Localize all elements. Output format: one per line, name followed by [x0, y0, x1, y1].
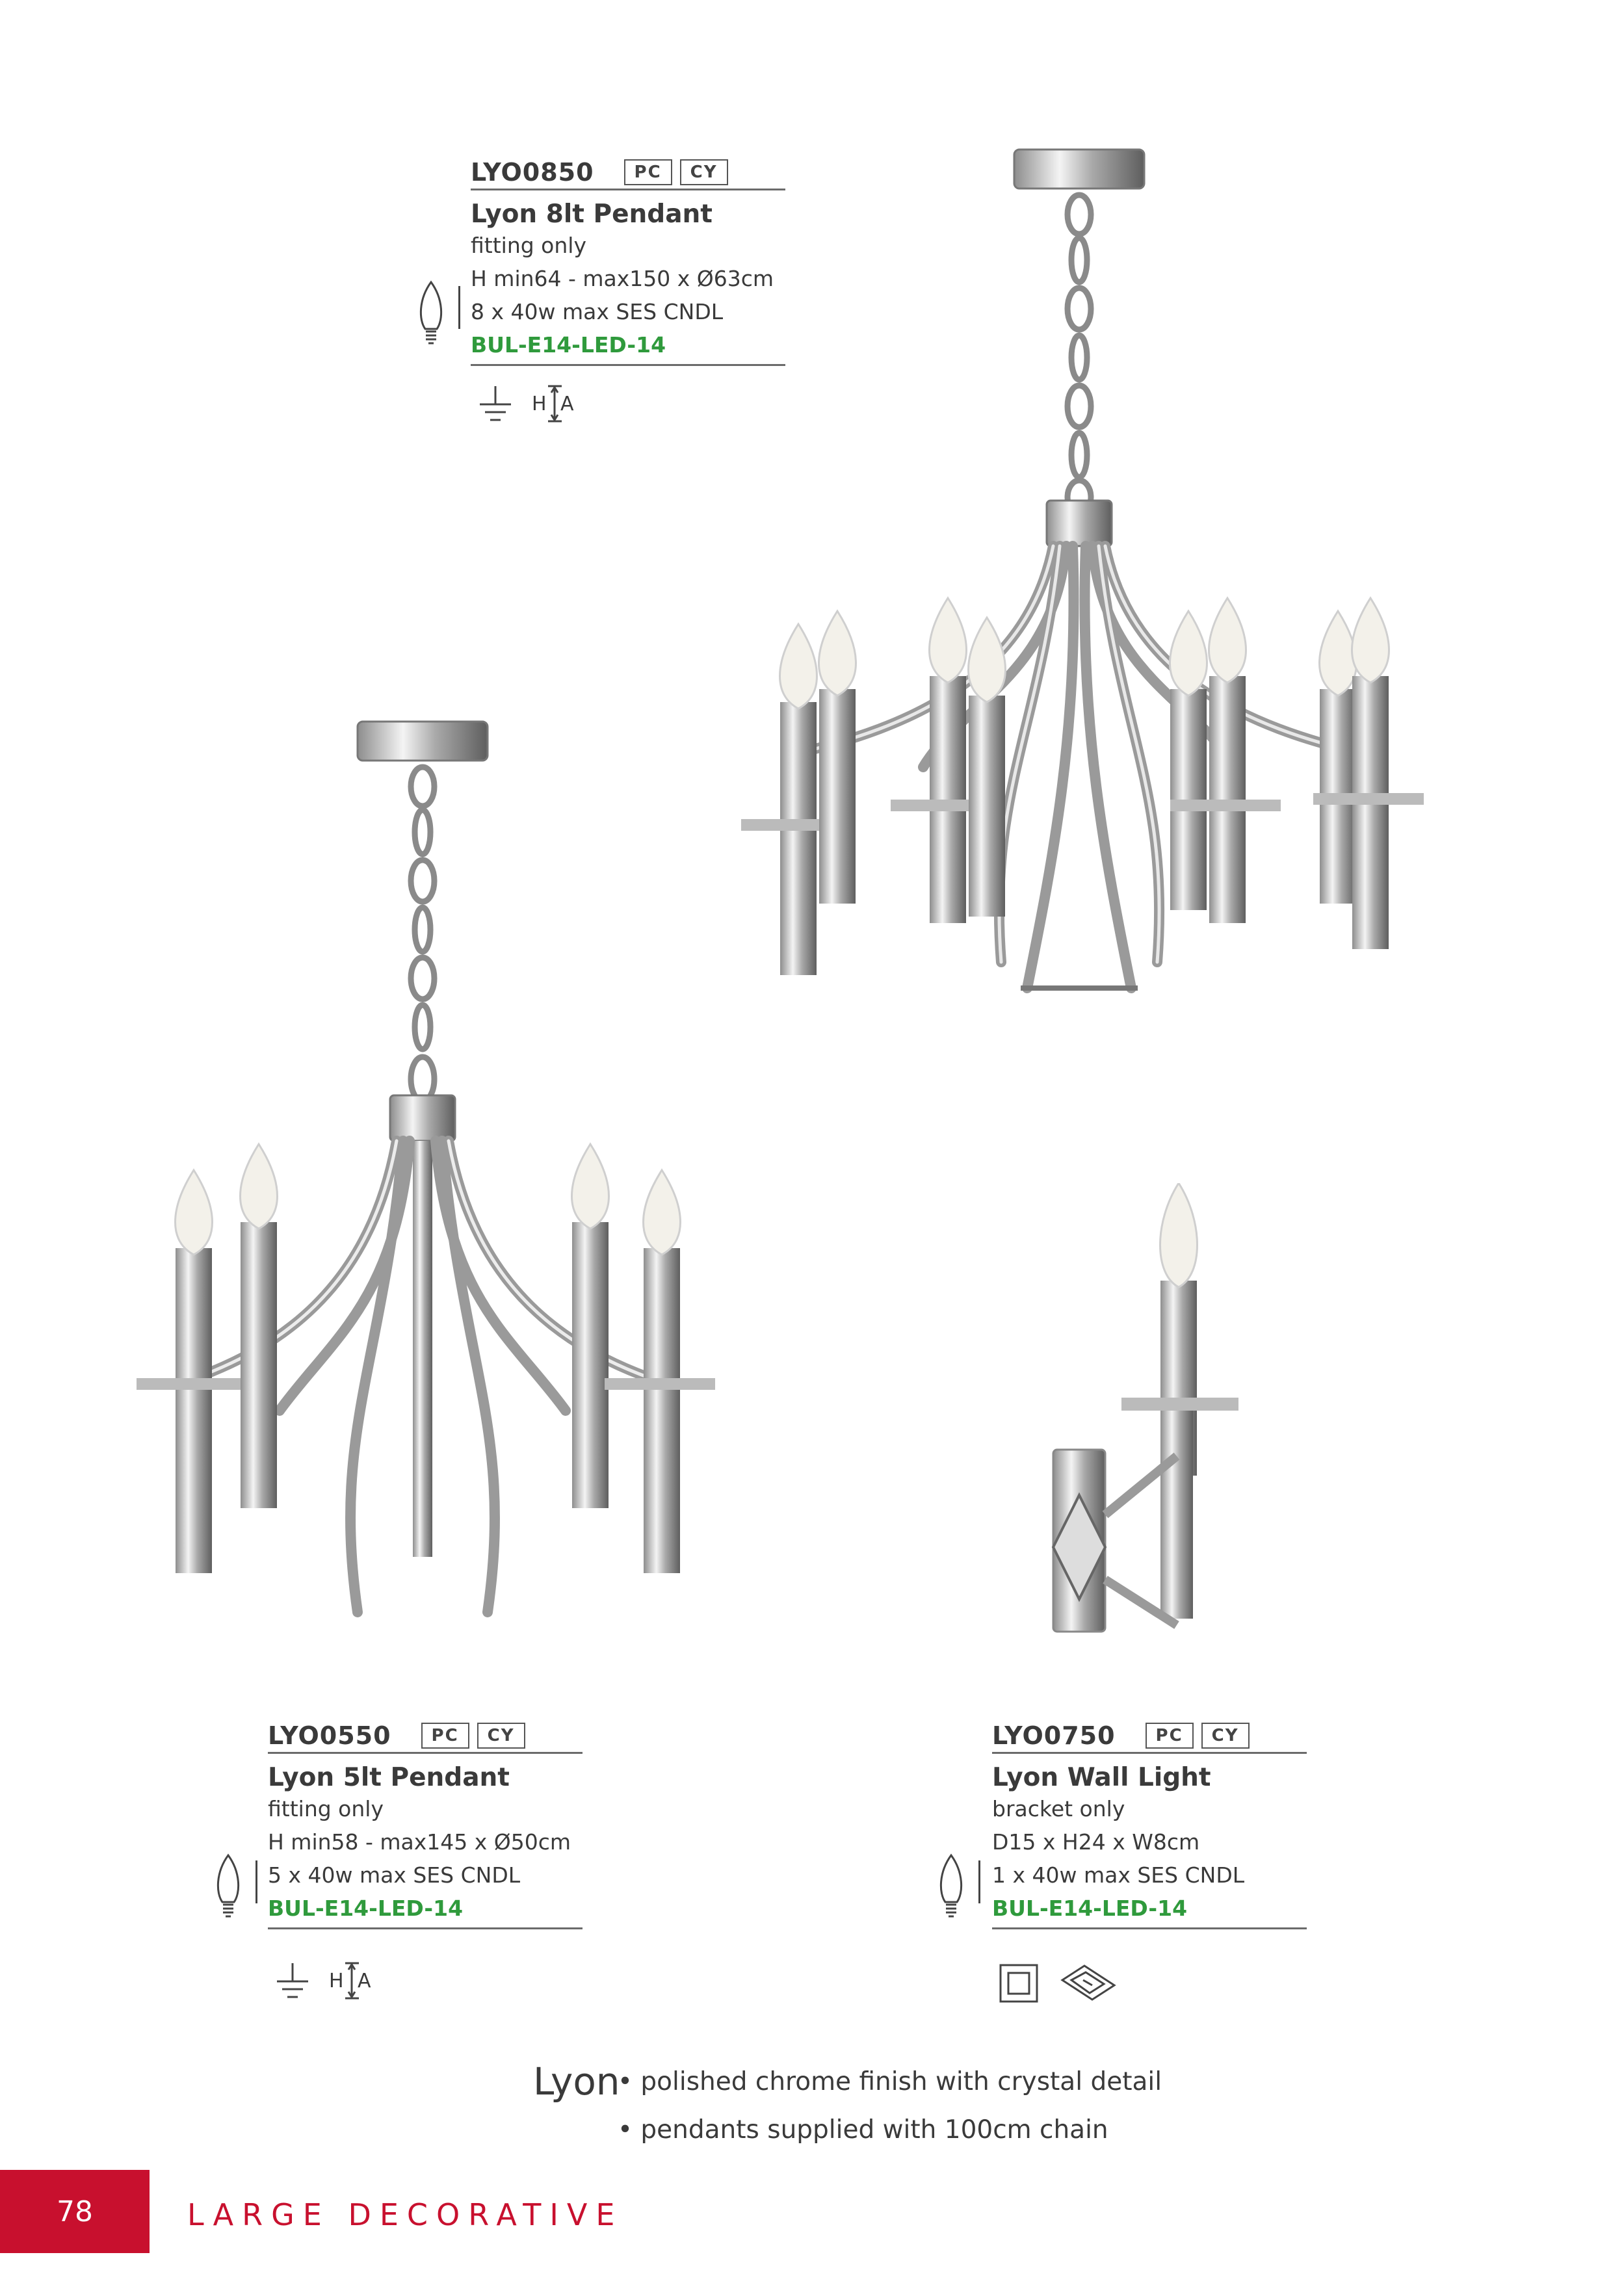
earth-icon	[477, 385, 514, 424]
product-name: Lyon Wall Light	[992, 1763, 1211, 1792]
product-name: Lyon 5lt Pendant	[268, 1763, 510, 1792]
product-code: LYO0750	[992, 1721, 1116, 1750]
finish-badge: CY	[1201, 1723, 1250, 1749]
candle-bulb-icon	[936, 1853, 966, 1923]
finish-badge: CY	[680, 159, 728, 185]
divider	[992, 1927, 1307, 1929]
bulb-divider	[255, 1860, 257, 1903]
product-code-row	[992, 1719, 1307, 1754]
spec-line: H min64 - max150 x Ø63cm	[471, 266, 774, 291]
bulb-code: BUL-E14-LED-14	[992, 1896, 1188, 1921]
product-spec-lyo0850	[471, 156, 785, 366]
height-label: H	[532, 393, 547, 415]
spec-line: 8 x 40w max SES CNDL	[471, 299, 724, 324]
adjust-label: A	[560, 393, 574, 415]
series-name: Lyon	[533, 2059, 620, 2104]
lyon-8lt-pendant-photo	[715, 143, 1443, 1105]
product-code-row	[471, 156, 785, 190]
page-number-box	[0, 2170, 150, 2253]
spec-line: 1 x 40w max SES CNDL	[992, 1862, 1245, 1888]
finish-badge: PC	[624, 159, 672, 185]
candle-bulb-icon	[213, 1853, 243, 1923]
finish-badge: PC	[421, 1723, 469, 1749]
section-title: LARGE DECORATIVE	[187, 2197, 623, 2232]
product-spec-lyo0550	[268, 1719, 583, 1929]
height-adjustable-icon	[329, 1961, 374, 2001]
height-adjustable-icon	[532, 384, 577, 424]
product-code-row	[268, 1719, 583, 1754]
lyon-5lt-pendant-photo	[137, 715, 722, 1651]
divider	[268, 1927, 583, 1929]
product-spec-lyo0750	[992, 1719, 1307, 1929]
spec-line: H min58 - max145 x Ø50cm	[268, 1829, 571, 1855]
spec-line: 5 x 40w max SES CNDL	[268, 1862, 521, 1888]
bulb-divider	[978, 1860, 980, 1903]
product-code: LYO0850	[471, 158, 594, 187]
bulb-divider	[458, 286, 460, 329]
height-label: H	[329, 1970, 344, 1992]
spec-line: fitting only	[268, 1796, 384, 1821]
series-feature: • polished chrome finish with crystal detail	[618, 2067, 1162, 2096]
bulb-code: BUL-E14-LED-14	[268, 1896, 464, 1921]
bulb-code: BUL-E14-LED-14	[471, 332, 666, 358]
spec-line: fitting only	[471, 233, 586, 258]
earth-icon	[274, 1962, 311, 2001]
spec-line: bracket only	[992, 1796, 1125, 1821]
switched-icon	[1058, 1961, 1118, 2003]
series-feature: • pendants supplied with 100cm chain	[618, 2115, 1108, 2145]
double-insulated-icon	[999, 1963, 1039, 2003]
spec-line: D15 x H24 x W8cm	[992, 1829, 1200, 1855]
candle-bulb-icon	[416, 280, 446, 350]
adjust-label: A	[358, 1970, 371, 1992]
finish-badge: PC	[1146, 1723, 1194, 1749]
page-number: 78	[57, 2195, 93, 2228]
finish-badge: CY	[477, 1723, 525, 1749]
lyon-wall-light-photo	[1040, 1183, 1248, 1638]
product-code: LYO0550	[268, 1721, 391, 1750]
divider	[471, 364, 785, 366]
product-name: Lyon 8lt Pendant	[471, 200, 713, 229]
